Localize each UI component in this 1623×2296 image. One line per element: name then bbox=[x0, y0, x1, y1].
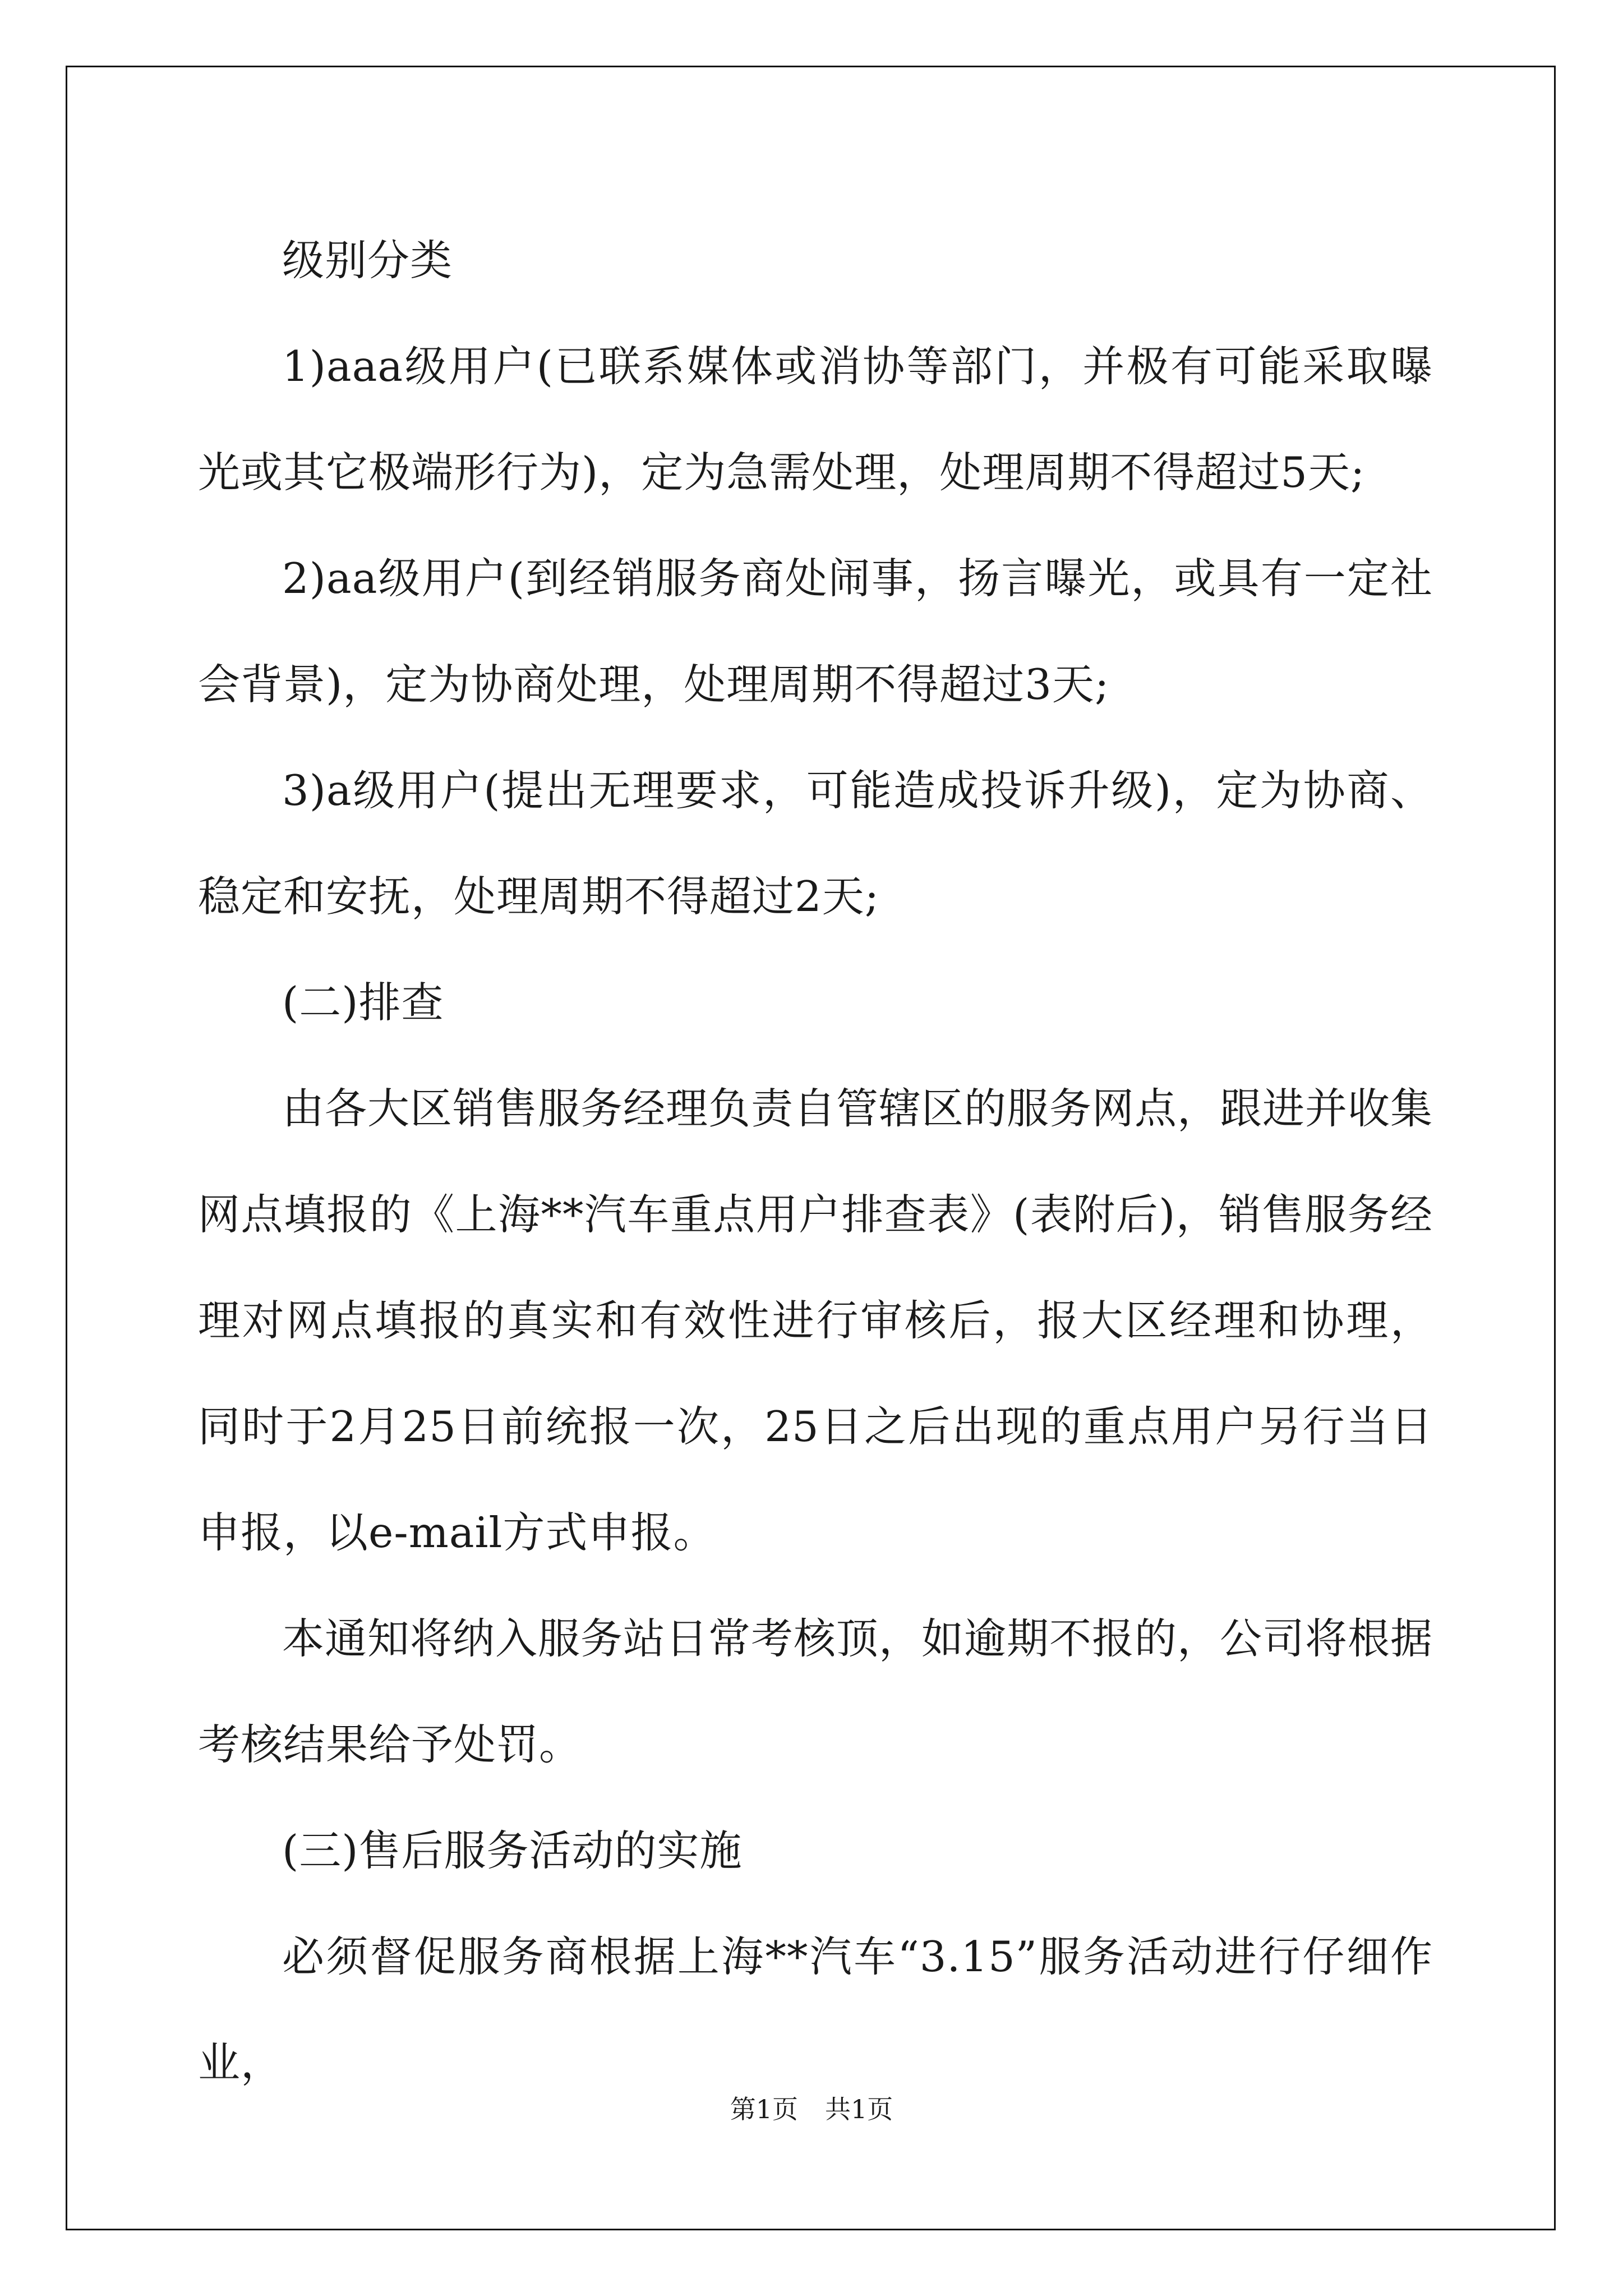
paragraph-a-level: 3)a级用户(提出无理要求，可能造成投诉升级)，定为协商、稳定和安抚，处理周期不得超过2天; bbox=[198, 766, 1433, 921]
section-heading-classification: 级别分类 bbox=[282, 236, 453, 285]
section-heading-after-sales: (三)售后服务活动的实施 bbox=[282, 1826, 743, 1875]
section-heading-investigation: (二)排查 bbox=[282, 978, 444, 1027]
page-total: 共1页 bbox=[825, 2094, 893, 2124]
paragraph-after-sales: 必须督促服务商根据上海**汽车“3.15”服务活动进行仔细作业， bbox=[198, 1932, 1433, 2087]
paragraph-assessment: 本通知将纳入服务站日常考核顶，如逾期不报的，公司将根据考核结果给予处罚。 bbox=[198, 1614, 1433, 1769]
paragraph-aa-level: 2)aa级用户(到经销服务商处闹事，扬言曝光，或具有一定社会背景)，定为协商处理，处理周期不得超过3天; bbox=[198, 554, 1433, 709]
page-footer bbox=[0, 2092, 1623, 2126]
page-number: 第1页 bbox=[730, 2094, 798, 2124]
paragraph-aaa-level: 1)aaa级用户(已联系媒体或消协等部门，并极有可能采取曝光或其它极端形行为)，定为急需处理，处理周期不得超过5天; bbox=[198, 342, 1433, 497]
document-body bbox=[198, 208, 1433, 2116]
paragraph-investigation: 由各大区销售服务经理负责自管辖区的服务网点，跟进并收集网点填报的《上海**汽车重点用户排查表》(表附后)，销售服务经理对网点填报的真实和有效性进行审核后，报大区经理和协理，同时于2月25日前统报一次，25日之后出现的重点用户另行当日申报，以e-mail方式申报。 bbox=[198, 1084, 1433, 1557]
